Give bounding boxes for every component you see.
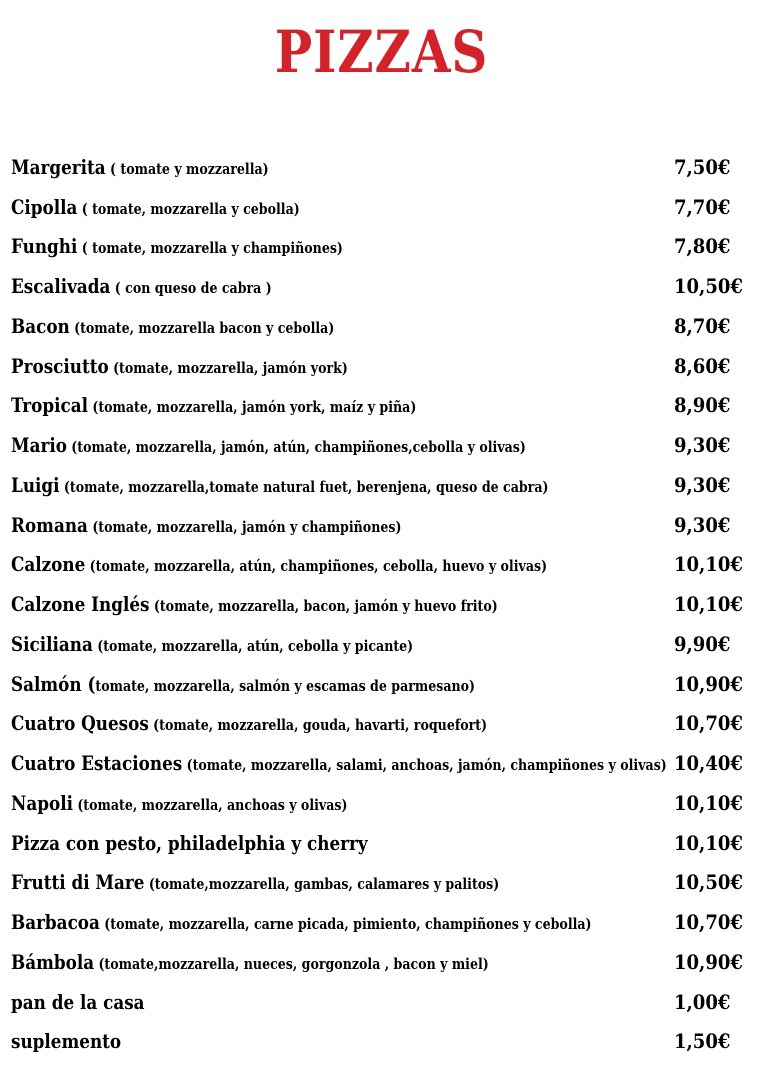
menu-item [11,266,756,306]
item-ingredients: (tomate, mozzarella, salami, anchoas, jamón, champiñones y olivas) [182,756,667,775]
menu-item [11,902,756,942]
item-price: 10,70€ [674,910,743,935]
item-ingredients: (tomate, mozzarella, anchoas y olivas) [72,795,348,814]
item-name: suplemento [11,1029,122,1054]
pizza-menu-list [11,147,756,1061]
menu-item [11,187,756,227]
item-name: Barbacoa [11,910,100,935]
item-ingredients: (tomate,mozzarella, gambas, calamares y palitos) [144,875,500,894]
menu-item [11,545,756,585]
item-price: 10,50€ [674,274,743,299]
item-ingredients: tomate, mozzarella, salmón y escamas de parmesano) [95,676,476,695]
menu-item [11,346,756,386]
item-price: 1,50€ [674,1029,731,1054]
menu-item [11,306,756,346]
item-price: 10,10€ [674,592,743,617]
item-name: Prosciutto [11,353,109,378]
item-ingredients: (tomate, mozzarella, gouda, havarti, roquefort) [148,716,488,735]
menu-item [11,863,756,903]
menu-item [11,1022,756,1062]
item-name: Funghi [11,234,78,259]
item-ingredients: (tomate, mozzarella, jamón, atún, champiñones,cebolla y olivas) [66,438,526,457]
item-name: Tropical [11,393,88,418]
item-price: 9,30€ [674,512,731,537]
item-ingredients: ( tomate y mozzarella) [105,159,269,178]
menu-item [11,584,756,624]
item-price: 10,40€ [674,751,743,776]
item-ingredients: (tomate, mozzarella, jamón york, maíz y piña) [87,398,417,417]
item-ingredients: ( con queso de cabra ) [110,279,272,298]
item-price: 10,70€ [674,711,743,736]
item-name: Napoli [11,790,73,815]
item-price: 7,70€ [674,194,731,219]
item-name: Calzone Inglés [11,592,150,617]
item-name: Siciliana [11,631,93,656]
item-name: Mario [11,433,67,458]
menu-item [11,942,756,982]
item-name: Margerita [11,154,106,179]
menu-item [11,743,756,783]
item-name: Calzone [11,552,86,577]
item-name: Cuatro Estaciones [11,751,183,776]
menu-item [11,386,756,426]
item-price: 9,30€ [674,433,731,458]
item-name: Bámbola [11,949,95,974]
item-ingredients: (tomate,mozzarella, nueces, gorgonzola , bacon y miel) [94,954,489,973]
item-price: 9,30€ [674,472,731,497]
item-price: 8,70€ [674,313,731,338]
menu-item [11,425,756,465]
item-name: Cipolla [11,194,78,219]
item-price: 7,80€ [674,234,731,259]
item-name: Romana [11,512,88,537]
item-name: Cuatro Quesos [11,711,149,736]
item-name: pan de la casa [11,989,145,1014]
item-ingredients: (tomate, mozzarella, jamón y champiñones) [87,517,402,536]
item-price: 10,90€ [674,949,743,974]
item-price: 10,10€ [674,830,743,855]
item-price: 10,10€ [674,552,743,577]
item-ingredients: ( tomate, mozzarella y cebolla) [77,199,300,218]
item-name: Escalivada [11,274,111,299]
item-price: 8,90€ [674,393,731,418]
item-price: 10,10€ [674,790,743,815]
item-price: 8,60€ [674,353,731,378]
item-price: 1,00€ [674,989,731,1014]
item-ingredients: (tomate, mozzarella, atún, champiñones, cebolla, huevo y olivas) [85,557,548,576]
item-price: 10,90€ [674,671,743,696]
menu-item [11,147,756,187]
item-name: Salmón ( [11,671,96,696]
item-ingredients: (tomate, mozzarella, bacon, jamón y huevo frito) [149,597,498,616]
item-ingredients: (tomate, mozzarella, atún, cebolla y picante) [92,636,414,655]
item-ingredients: (tomate, mozzarella bacon y cebolla) [69,318,335,337]
item-ingredients: ( tomate, mozzarella y champiñones) [77,239,343,258]
menu-item [11,823,756,863]
item-price: 7,50€ [674,154,731,179]
menu-item [11,624,756,664]
item-ingredients: (tomate, mozzarella,tomate natural fuet, berenjena, queso de cabra) [59,477,549,496]
menu-item [11,227,756,267]
page-title: PIZZAS [274,18,489,86]
item-ingredients: (tomate, mozzarella, jamón york) [108,358,348,377]
item-name: Bacon [11,313,70,338]
item-name: Frutti di Mare [11,870,145,895]
item-ingredients: (tomate, mozzarella, carne picada, pimiento, champiñones y cebolla) [99,915,592,934]
item-price: 10,50€ [674,870,743,895]
item-name: Luigi [11,472,60,497]
menu-item [11,704,756,744]
item-name: Pizza con pesto, philadelphia y cherry [11,830,368,855]
menu-item [11,783,756,823]
menu-item [11,465,756,505]
item-price: 9,90€ [674,631,731,656]
menu-item [11,664,756,704]
menu-item [11,505,756,545]
menu-item [11,982,756,1022]
